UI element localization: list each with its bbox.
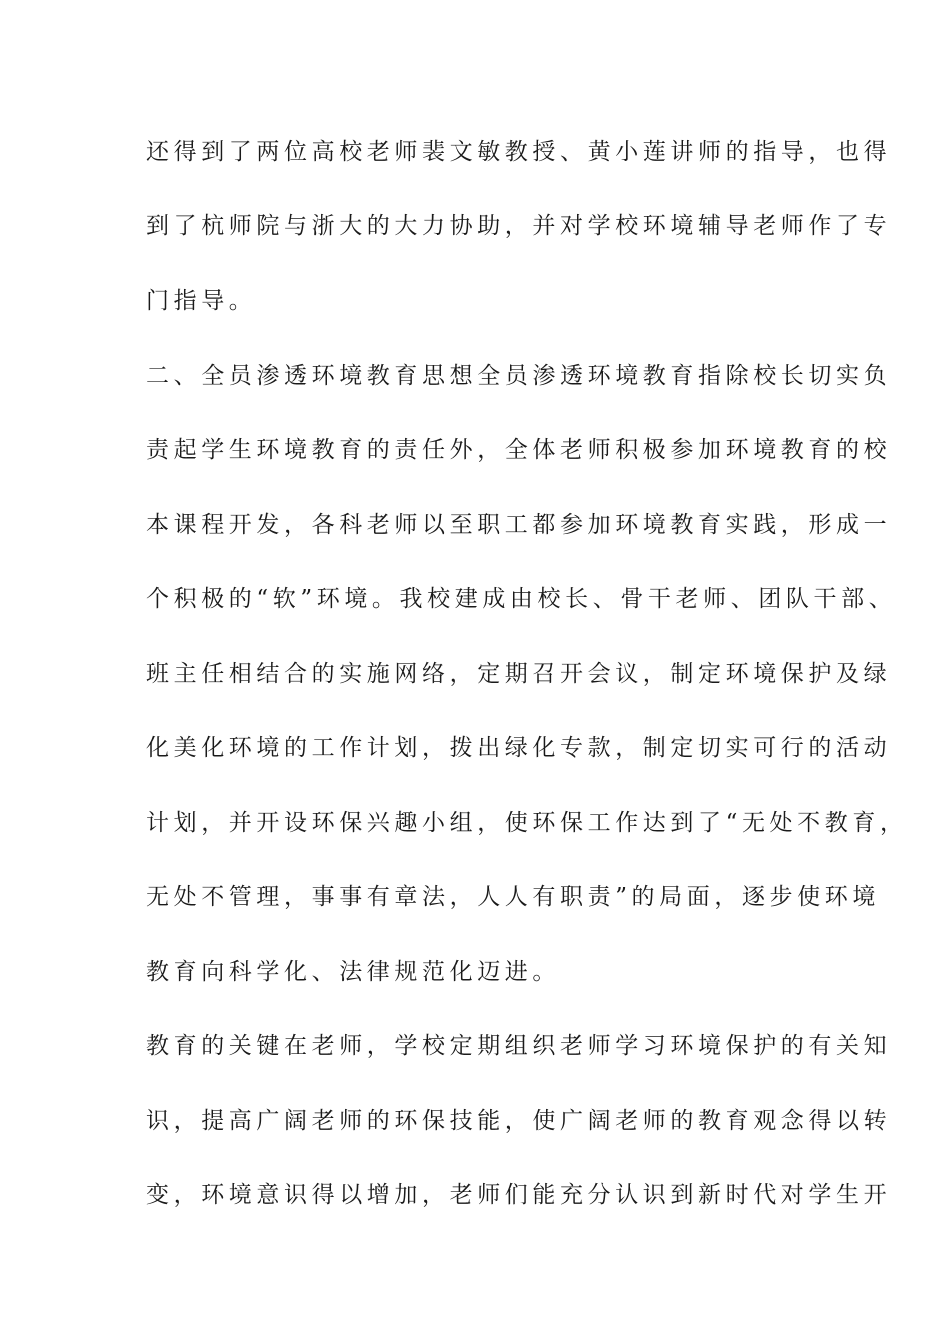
text-line: 班主任相结合的实施网络，定期召开会议，制定环境保护及绿 <box>146 661 892 687</box>
text-line: 二、全员渗透环境教育思想全员渗透环境教育指除校长切实负 <box>146 363 892 389</box>
text-line: 到了杭师院与浙大的大力协助，并对学校环境辅导老师作了专 <box>146 213 892 239</box>
text-line: 变，环境意识得以增加，老师们能充分认识到新时代对学生开 <box>146 1182 892 1208</box>
text-line: 计划，并开设环保兴趣小组，使环保工作达到了“无处不教育， <box>146 810 908 836</box>
text-line: 化美化环境的工作计划，拨出绿化专款，制定切实可行的活动 <box>146 735 892 761</box>
text-line: 责起学生环境教育的责任外，全体老师积极参加环境教育的校 <box>146 437 892 463</box>
text-line: 还得到了两位高校老师裴文敏教授、黄小莲讲师的指导，也得 <box>146 139 892 165</box>
text-line: 门指导。 <box>146 288 257 314</box>
text-line: 个积极的“软”环境。我校建成由校长、骨干老师、团队干部、 <box>146 586 897 612</box>
text-line: 无处不管理，事事有章法，人人有职责”的局面，逐步使环境 <box>146 884 880 910</box>
text-line: 本课程开发，各科老师以至职工都参加环境教育实践，形成一 <box>146 512 892 538</box>
text-line: 教育向科学化、法律规范化迈进。 <box>146 959 560 985</box>
text-line: 识，提高广阔老师的环保技能，使广阔老师的教育观念得以转 <box>146 1108 892 1134</box>
text-line: 教育的关键在老师，学校定期组织老师学习环境保护的有关知 <box>146 1033 892 1059</box>
